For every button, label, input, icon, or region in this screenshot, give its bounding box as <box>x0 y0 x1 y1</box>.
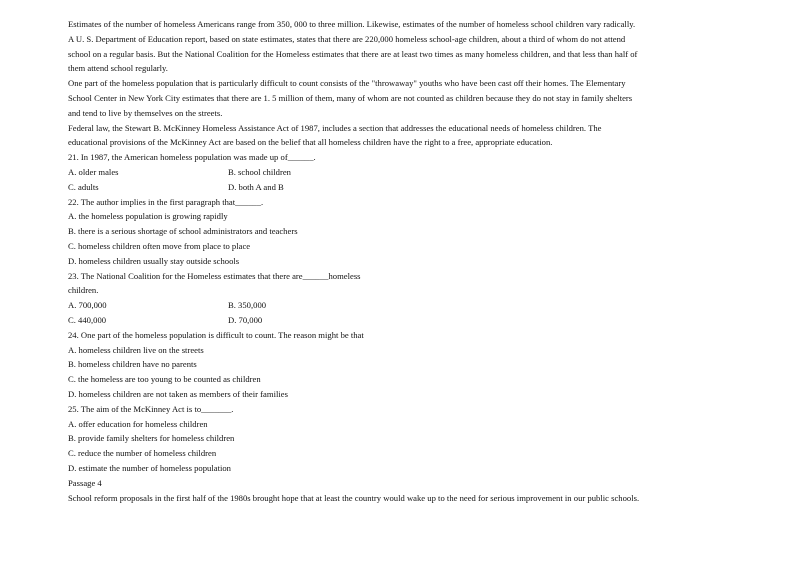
text-line: A U. S. Department of Education report, based on state estimates, states that there are 220,000 homeless school-age children, about a third of whom do not attend <box>68 33 626 44</box>
option-b: B. 350,000 <box>228 300 267 311</box>
options-row <box>68 180 736 195</box>
text-line: School reform proposals in the first half of the 1980s brought hope that at least the country would wake up to the need for serious improvement in our public schools. <box>68 492 640 503</box>
option-c: C. homeless children often move from place to place <box>68 240 251 251</box>
option-a: A. homeless children live on the streets <box>68 344 204 355</box>
option-c: C. 440,000 <box>68 314 107 325</box>
question-25 <box>68 402 736 476</box>
question-stem: 22. The author implies in the first paragraph that______. <box>68 196 264 207</box>
text-line: and tend to live by themselves on the streets. <box>68 107 223 118</box>
option-b: B. provide family shelters for homeless children <box>68 433 235 444</box>
passage-4 <box>68 476 736 506</box>
option-d: D. both A and B <box>228 181 284 192</box>
options-row <box>68 298 736 313</box>
text-line: Estimates of the number of homeless Americans range from 350, 000 to three million. Likewise, estimates of the number of homeless school children vary radically. <box>68 19 636 29</box>
options-row <box>68 165 736 180</box>
options-row <box>68 313 736 328</box>
question-24 <box>68 328 736 402</box>
passage-paragraph-3 <box>68 121 736 151</box>
option-a: A. older males <box>68 166 119 177</box>
text-line: school on a regular basis. But the National Coalition for the Homeless estimates that there are at least two times as many homeless children, and that less than half of <box>68 48 638 59</box>
question-stem: 24. One part of the homeless population is difficult to count. The reason might be that <box>68 329 364 340</box>
question-21 <box>68 150 736 194</box>
option-d: D. homeless children usually stay outside schools <box>68 255 240 266</box>
option-c: C. the homeless are too young to be counted as children <box>68 374 261 385</box>
passage-paragraph-1 <box>68 17 736 76</box>
option-d: D. homeless children are not taken as members of their families <box>68 388 288 399</box>
document-page <box>68 17 736 505</box>
option-a: A. 700,000 <box>68 300 107 311</box>
text-line: educational provisions of the McKinney Act are based on the belief that all homeless children have the right to a free, appropriate education. <box>68 137 553 148</box>
passage-paragraph-2 <box>68 76 736 120</box>
option-d: D. 70,000 <box>228 314 263 325</box>
passage-heading: Passage 4 <box>68 477 102 488</box>
option-c: C. reduce the number of homeless children <box>68 448 217 459</box>
question-stem: 23. The National Coalition for the Homeless estimates that there are______homeless <box>68 270 361 281</box>
question-stem: 21. In 1987, the American homeless population was made up of______. <box>68 152 316 163</box>
option-b: B. there is a serious shortage of school administrators and teachers <box>68 226 298 237</box>
text-line: Federal law, the Stewart B. McKinney Homeless Assistance Act of 1987, includes a section that addresses the educational needs of homeless children. The <box>68 122 602 133</box>
option-a: A. offer education for homeless children <box>68 418 208 429</box>
option-b: B. school children <box>228 166 291 177</box>
text-line: One part of the homeless population that is particularly difficult to count consists of the "throwaway" youths who have been cast off their homes. The Elementary <box>68 78 626 89</box>
question-stem-continued: children. <box>68 285 99 296</box>
question-stem: 25. The aim of the McKinney Act is to_______. <box>68 403 234 414</box>
text-line: School Center in New York City estimates that there are 1. 5 million of them, many of whom are not counted as children because they do not stay in family shelters <box>68 92 633 103</box>
question-22 <box>68 195 736 269</box>
option-a: A. the homeless population is growing rapidly <box>68 211 228 222</box>
question-23 <box>68 269 736 328</box>
option-c: C. adults <box>68 181 99 192</box>
text-line: them attend school regularly. <box>68 63 168 74</box>
option-d: D. estimate the number of homeless population <box>68 462 231 473</box>
option-b: B. homeless children have no parents <box>68 359 197 370</box>
